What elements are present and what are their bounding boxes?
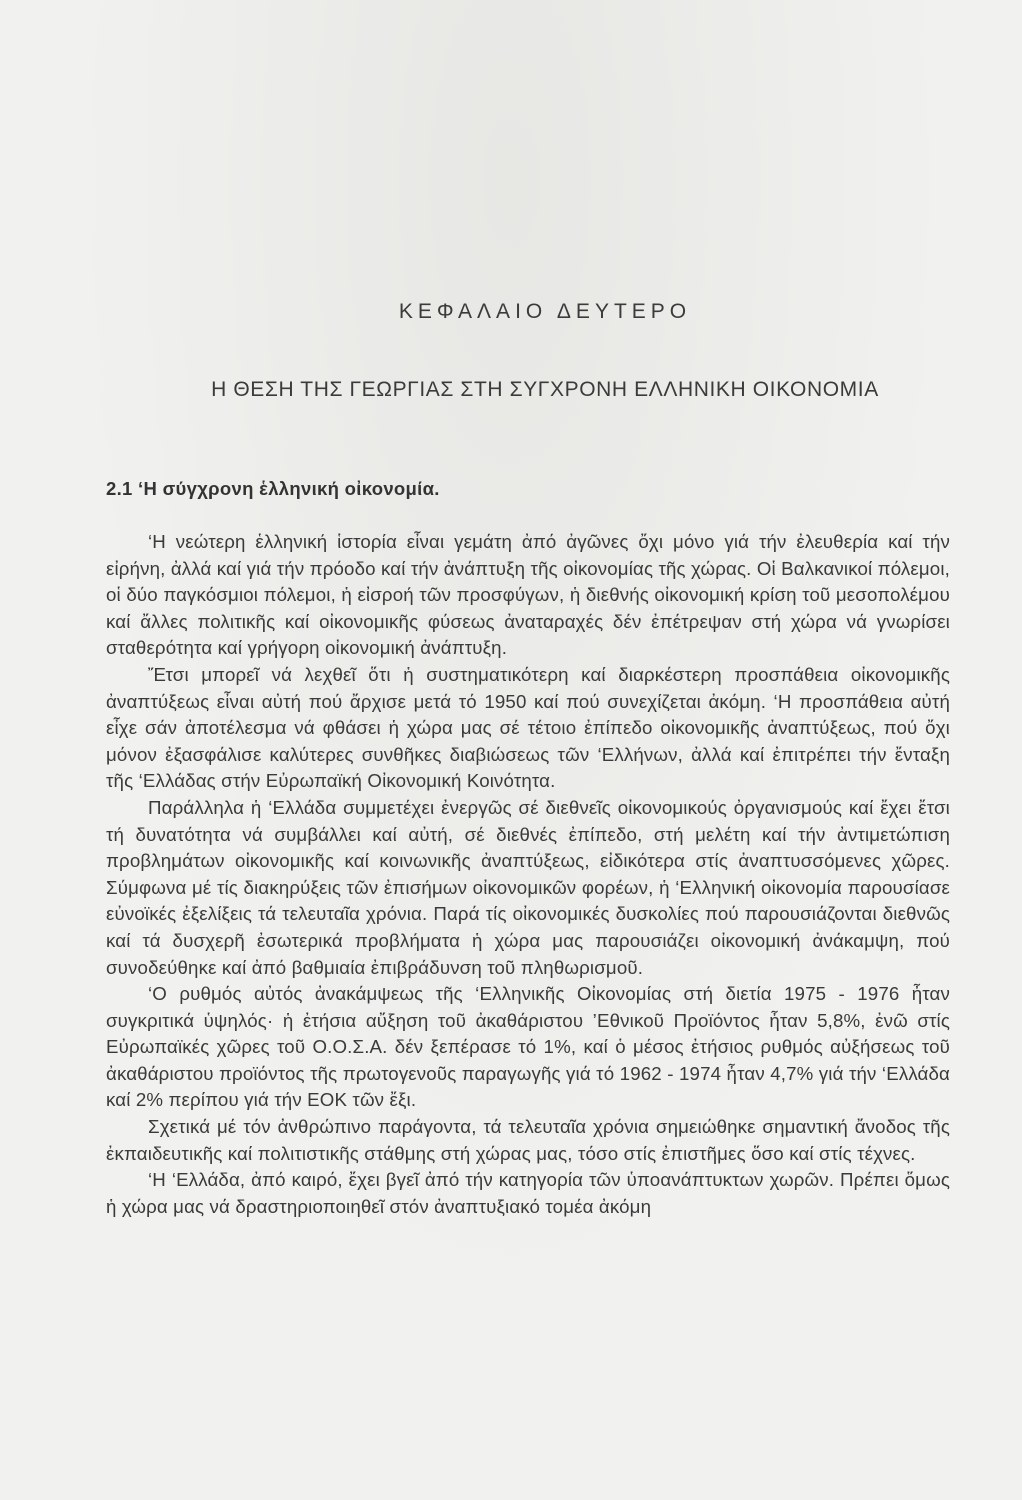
paragraph: Παράλληλα ἡ ‘Ελλάδα συμμετέχει ἐνεργῶς σέ διεθνεῖς οἰκονομικούς ὀργανισμούς καί ἔχει ἔτσι τή δυνατότητα νά συμβάλλει καί αὐτή, σέ διεθνές ἐπίπεδο, στή μελέτη καί τήν ἀντιμετώπιση προβλημάτων οἰκονομικῆς καί κοινωνικῆς ἀναπτύξεως, εἰδικότερα στίς ἀναπτυσσόμενες χῶρες. Σύμφωνα μέ τίς διακηρύξεις τῶν ἐπισήμων οἰκονομικῶν φορέων, ἡ ‘Ελληνική οἰκονομία παρουσίασε εὐνοϊκές ἐξελίξεις τά τελευταῖα χρόνια. Παρά τίς οἰκονομικές δυσκολίες πού παρουσιάζονται διεθνῶς καί τά δυσχερῆ ἐσωτερικά προβλήματα ἡ χώρα μας παρουσιάζει οἰκονομική ἀνάκαμψη, πού συνοδεύθηκε καί ἀπό βαθμιαία ἐπιβράδυνση τοῦ πληθωρισμοῦ. bbox=[106, 796, 950, 978]
paragraph: ‘Ο ρυθμός αὐτός ἀνακάμψεως τῆς ‘Ελληνικῆς Οἰκονομίας στή διετία 1975 - 1976 ἦταν συγκριτικά ὑψηλός· ἡ ἐτήσια αὔξηση τοῦ ἀκαθάριστου ’Εθνικοῦ Προϊόντος ἦταν 5,8%, ἐνῶ στίς Εὐρωπαϊκές χῶρες τοῦ Ο.Ο.Σ.Α. δέν ξεπέρασε τό 1%, καί ὁ μέσος ἐτήσιος ρυθμός αὐξήσεως τοῦ ἀκαθάριστου προϊόντος τῆς πρωτογενοῦς παραγωγῆς γιά τό 1962 - 1974 ἦταν 4,7% γιά τήν ‘Ελλάδα καί 2% περίπου γιά τήν ΕΟΚ τῶν ἔξι. bbox=[106, 983, 950, 1111]
chapter-label: ΚΕΦΑΛΑΙΟ ΔΕΥΤΕΡΟ bbox=[398, 300, 692, 323]
paragraph: ‘Η νεώτερη ἑλληνική ἱστορία εἶναι γεμάτη ἀπό ἀγῶνες ὄχι μόνο γιά τήν ἐλευθερία καί τήν εἰρήνη, ἀλλά καί γιά τήν πρόοδο καί τήν ἀνάπτυξη τῆς οἰκονομίας τῆς χώρας. Οἱ Βαλκανικοί πόλεμοι, οἱ δύο παγκόσμιοι πόλεμοι, ἡ εἰσροή τῶν προσφύγων, ἡ διεθνής οἰκονομική κρίση τοῦ μεσοπολέμου καί ἄλλες πολιτικῆς καί οἰκονομικῆς φύσεως ἀναταραχές δέν ἐπέτρεψαν στή χώρα νά γνωρίσει σταθερότητα καί γρήγορη οἰκονομική ἀνάπτυξη. bbox=[106, 531, 950, 659]
chapter-title: Η ΘΕΣΗ ΤΗΣ ΓΕΩΡΓΙΑΣ ΣΤΗ ΣΥΓΧΡΟΝΗ ΕΛΛΗΝΙΚΗ ΟΙΚΟΝΟΜΙΑ bbox=[211, 378, 879, 401]
paragraph: Ἔτσι μπορεῖ νά λεχθεῖ ὅτι ἡ συστηματικότερη καί διαρκέστερη προσπάθεια οἰκονομικῆς ἀναπτύξεως εἶναι αὐτή πού ἄρχισε μετά τό 1950 καί πού συνεχίζεται ἀκόμη. ‘Η προσπάθεια αὐτή εἶχε σάν ἀποτέλεσμα νά φθάσει ἡ χώρα μας σέ τέτοιο ἐπίπεδο οἰκονομικῆς ἀναπτύξεως, πού ὄχι μόνον ἐξασφάλισε καλύτερες συνθῆκες διαβιώσεως τῶν ‘Ελλήνων, ἀλλά καί ἐπιτρέπει τήν ἔνταξη τῆς ‘Ελλάδας στήν Εὐρωπαϊκή Οἰκονομική Κοινότητα. bbox=[106, 663, 950, 792]
section-heading: 2.1 ‘Η σύγχρονη ἑλληνική οἰκονομία. bbox=[106, 478, 440, 499]
paragraph: ‘Η ‘Ελλάδα, ἀπό καιρό, ἔχει βγεῖ ἀπό τήν κατηγορία τῶν ὑποανάπτυκτων χωρῶν. Πρέπει ὅμως ἡ χώρα μας νά δραστηριοποιηθεῖ στόν ἀναπτυξιακό τομέα ἀκόμη bbox=[106, 1169, 950, 1217]
body-text bbox=[106, 529, 950, 1220]
paragraph: Σχετικά μέ τόν ἀνθρώπινο παράγοντα, τά τελευταῖα χρόνια σημειώθηκε σημαντική ἄνοδος τῆς ἐκπαιδευτικῆς καί πολιτιστικῆς στάθμης στή χώρας μας, τόσο στίς ἐπιστῆμες ὅσο καί στίς τέχνες. bbox=[106, 1116, 950, 1164]
